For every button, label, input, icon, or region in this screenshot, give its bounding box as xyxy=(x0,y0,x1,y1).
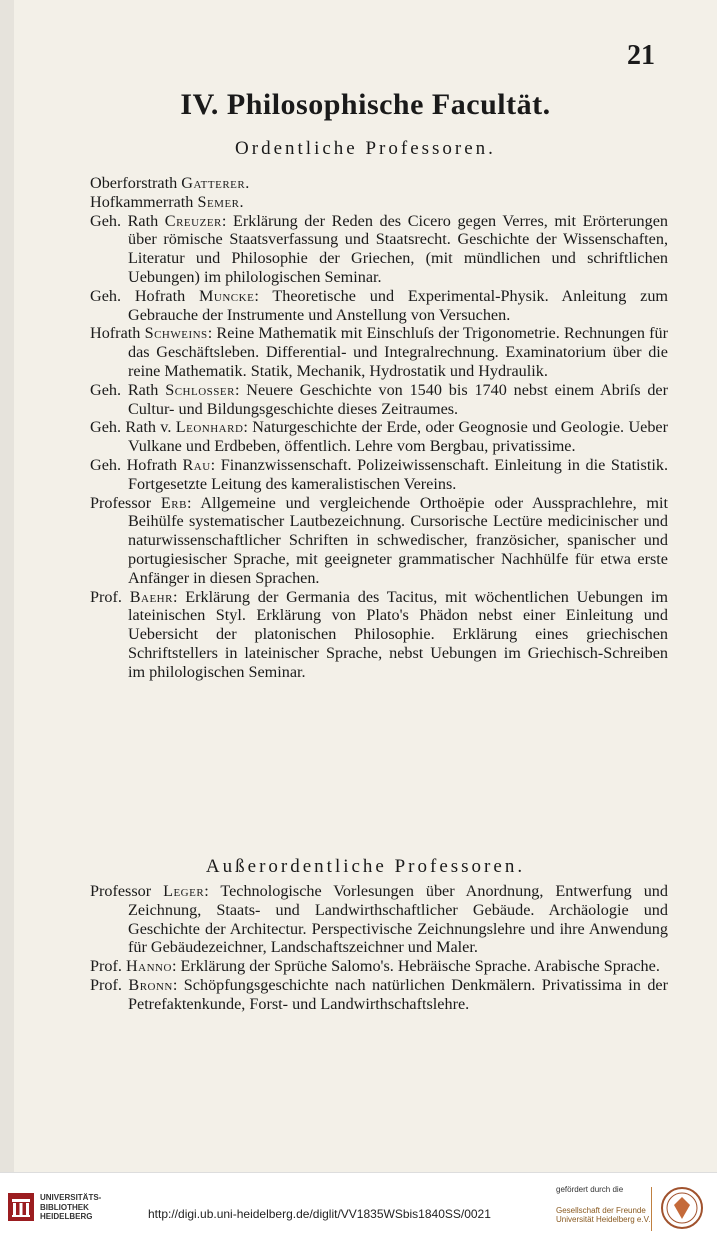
library-name-line2: BIBLIOTHEK xyxy=(40,1202,89,1212)
professor-title: Prof. xyxy=(90,957,126,976)
professor-entry xyxy=(90,287,668,325)
funder-line2: Universität Heidelberg e.V. xyxy=(556,1215,651,1224)
lecture-description: : Erklärung der Germania des Tacitus, mit wöchentlichen Uebungen im lateinischen Styl. Erklärung von Plato's Phädon nebst einer Einleitung und Uebersicht der platonischen Philosophie. Erklärung eines griechischen Schriftstellers in lateinischer Sprache, nebst Uebungen im Griechisch-Schreiben im philologischen Seminar. xyxy=(128,587,668,681)
funder-line1: Gesellschaft der Freunde xyxy=(556,1206,646,1215)
professor-title: Professor xyxy=(90,882,164,900)
professor-title: Geh. Hofrath xyxy=(90,286,200,305)
professor-name: Rau xyxy=(182,455,211,474)
professor-name: Creuzer xyxy=(164,211,222,230)
section-ordentliche-heading: Ordentliche Professoren. xyxy=(235,138,496,159)
lecture-description: : Erklärung der Sprüche Salomo's. Hebräische Sprache. Arabische Sprache. xyxy=(171,957,660,976)
professor-entry xyxy=(90,494,668,588)
lecture-description: : Finanzwissenschaft. Polizeiwissenschaft. Einleitung in die Statistik. Fortgesetzte Leitung des kameralistischen Vereins. xyxy=(128,455,668,493)
professor-entry xyxy=(90,588,668,682)
professor-name: Gatterer xyxy=(181,174,246,192)
lecture-description: : Neuere Geschichte von 1540 bis 1740 nebst einem Abriſs der Cultur- und Bildungsgeschichte dieses Zeitraumes. xyxy=(128,380,668,418)
professor-name: Hanno xyxy=(125,957,172,976)
professor-name: Leger xyxy=(163,882,205,900)
footer-bar xyxy=(0,1172,717,1236)
professor-entry xyxy=(90,324,668,380)
professor-title: Geh. Rath xyxy=(90,380,166,399)
lecture-description: : Theoretische und Experimental-Physik. Anleitung zum Gebrauche der Instrumente und Anstellung von Versuchen. xyxy=(128,286,668,324)
professor-name: Leonhard xyxy=(175,418,244,437)
professor-title: Prof. xyxy=(90,975,129,994)
footer-divider xyxy=(651,1187,652,1231)
lecture-description: . xyxy=(245,174,250,192)
professor-title: Hofkammerrath xyxy=(90,192,198,211)
society-crest-icon xyxy=(660,1185,704,1231)
professor-title: Oberforstrath xyxy=(90,174,182,192)
professor-entry xyxy=(90,418,668,456)
page-number: 21 xyxy=(627,40,655,71)
professor-entry xyxy=(90,381,668,419)
funding-note xyxy=(556,1185,650,1224)
lecture-description: : Technologische Vorlesungen über Anordnung, Entwerfung und Zeichnung, Staats- und Landwirthschaftlicher Gebäude. Archäologie und Geschichte der Architectur. Perspectivische Zeichnungslehre und ihre Anwendung für Gebäudezeichner, Landschaftszeichner und Maler. xyxy=(128,882,668,957)
ordentliche-list xyxy=(90,174,668,682)
professor-entry xyxy=(90,193,668,212)
professor-name: Muncke xyxy=(199,286,255,305)
professor-title: Hofrath xyxy=(90,324,145,343)
professor-title: Prof. xyxy=(90,587,130,606)
professor-name: Baehr xyxy=(129,587,173,606)
funding-label: gefördert durch die xyxy=(556,1185,624,1194)
university-library-logo-icon xyxy=(8,1193,34,1221)
faculty-title: IV. Philosophische Facultät. xyxy=(180,88,551,121)
professor-name: Schlosser xyxy=(165,380,235,399)
ausserordentliche-list xyxy=(90,882,668,1014)
professor-title: Geh. Rath xyxy=(90,211,165,230)
lecture-description: : Schöpfungsgeschichte nach natürlichen Denkmälern. Privatissima in der Petrefaktenkunde, Forst- und Landwirthschaftslehre. xyxy=(128,975,668,1013)
professor-title: Geh. Rath v. xyxy=(90,418,176,437)
professor-name: Semer xyxy=(197,192,240,211)
professor-name: Bronn xyxy=(128,975,173,994)
professor-entry xyxy=(90,957,668,976)
source-url[interactable]: http://digi.ub.uni-heidelberg.de/diglit/VV1835WSbis1840SS/0021 xyxy=(148,1207,491,1221)
professor-title: Geh. Hofrath xyxy=(90,455,183,474)
professor-entry xyxy=(90,212,668,287)
lecture-description: : Allgemeine und vergleichende Orthoëpie oder Aussprachlehre, mit Beihülfe systematischer Lautbezeichnung. Cursorische Lectüre medicinischer und naturwissenschaftlicher Schriften in schwedischer, französicher, spanischer und portugiesischer Sprache, mit geeigneter grammatischer Nachhülfe für etwa erste Anfänger in diesen Sprachen. xyxy=(128,493,669,587)
professor-name: Erb xyxy=(160,493,187,512)
lecture-description: : Reine Mathematik mit Einschluſs der Trigonometrie. Rechnungen für das Geschäftsleben. Differential- und Integralrechnung. Examinatorium über die reine Mathematik. Statik, Mechanik, Hydrostatik und Hydraulik. xyxy=(128,324,668,380)
professor-title: Professor xyxy=(90,493,161,512)
lecture-description: : Naturgeschichte der Erde, oder Geognosie und Geologie. Ueber Vulkane und Erdbeben, öffentlich. Lehre vom Bergbau, privatissime. xyxy=(128,418,668,456)
professor-name: Schweins xyxy=(144,324,208,343)
section-ausserordentliche-heading: Außerordentliche Professoren. xyxy=(205,856,526,877)
lecture-description: : Erklärung der Reden des Cicero gegen Verres, mit Erörterungen über römische Staatsverfassung und Staatsrecht. Geschichte der Wissenschaften, Literatur und Philosophie der Griechen, (mit mündlichen und schriftlichen Uebungen) im philologischen Seminar. xyxy=(128,211,668,286)
lecture-description: . xyxy=(239,192,244,211)
professor-entry xyxy=(90,882,668,957)
professor-entry xyxy=(90,976,668,1014)
professor-entry xyxy=(90,456,668,494)
library-name-line3: HEIDELBERG xyxy=(40,1212,93,1221)
professor-entry xyxy=(90,174,668,193)
library-name xyxy=(40,1193,101,1222)
library-name-line1: UNIVERSITÄTS- xyxy=(40,1193,102,1202)
